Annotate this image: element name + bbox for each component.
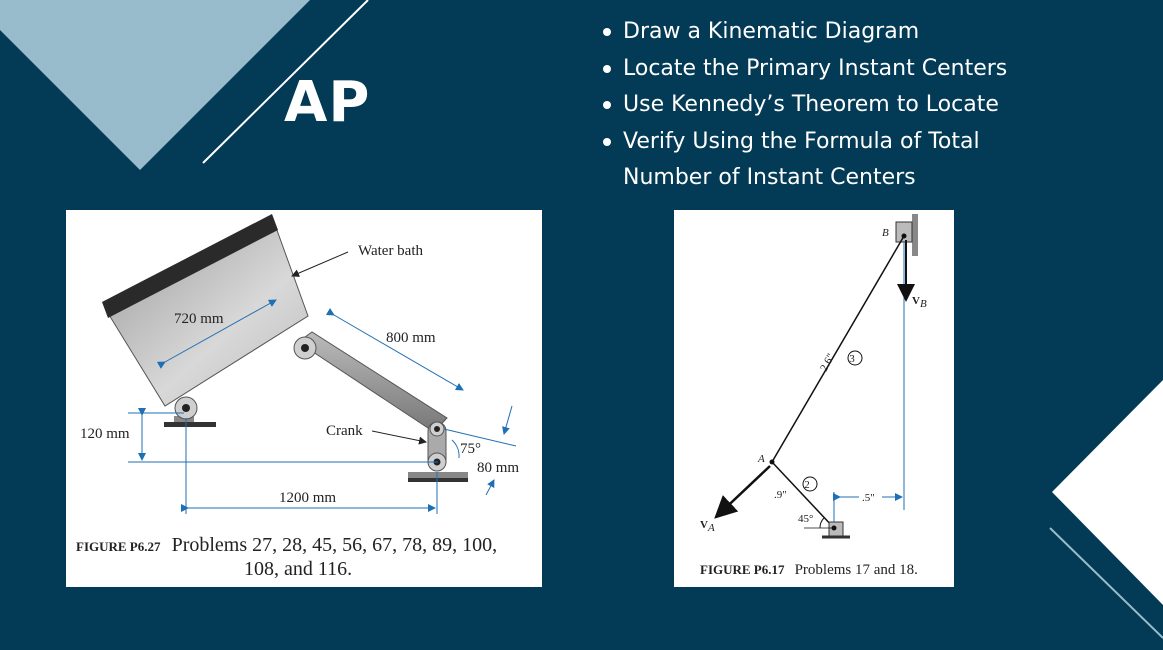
bullet-item: Verify Using the Formula of Total [600,124,1007,161]
label-va-sub: A [707,522,715,534]
label-09: .9" [774,489,787,501]
label-link-2: 2 [804,479,810,491]
label-water-bath: Water bath [358,243,424,259]
angle-arc-45 [820,518,824,528]
label-va-main: V [700,519,708,531]
label-vb [912,295,927,310]
dim-80-arrow-bottom [486,480,494,495]
pin-crank-center [434,426,440,432]
coupler-link [298,332,447,432]
label-link-3: 3 [849,353,855,365]
label-800: 800 mm [386,330,436,346]
slider-b [896,222,912,242]
light-blue-triangle-top-left [0,0,310,170]
crank-leader [372,431,426,442]
bullet-item: Locate the Primary Instant Centers [600,51,1007,88]
dim-80-arrow-top [504,406,512,434]
instruction-list [600,14,1007,160]
label-b: B [882,227,889,239]
bullet-item: Draw a Kinematic Diagram [600,14,1007,51]
caption-1-line2: 108, and 116. [244,558,353,580]
label-angle: 75° [460,441,481,457]
logo-text: AP [284,70,371,135]
white-triangle-right [1052,380,1163,605]
label-26: 2.6" [818,351,838,374]
angle-arc [452,440,459,458]
label-720: 720 mm [174,311,224,327]
label-crank: Crank [326,423,363,439]
velocity-a-arrow [716,466,770,517]
caption-2 [700,559,918,578]
figure-water-bath-mechanism [66,210,542,587]
caption-1-line1: Problems 27, 28, 45, 56, 67, 78, 89, 100, [171,534,498,556]
label-a: A [758,453,765,465]
caption-1-label: FIGURE P6.27 [76,539,161,554]
figure-slider-linkage [674,210,954,587]
right-ground [408,478,468,482]
water-bath-leader [292,252,348,276]
caption-2-text: Problems 17 and 18. [794,562,918,578]
wall [912,214,918,256]
label-120: 120 mm [80,426,130,442]
label-80: 80 mm [477,460,520,476]
caption-1 [76,534,497,556]
left-ground [164,422,216,427]
label-vb-main: V [912,295,920,307]
label-1200: 1200 mm [279,490,337,506]
pin-coupler-center [301,344,309,352]
caption-2-label: FIGURE P6.17 [700,562,785,577]
label-va [700,519,715,534]
label-vb-sub: B [919,298,927,310]
label-05: .5" [862,492,875,504]
pin-a [770,460,775,465]
link-3 [772,236,904,462]
label-45: 45° [798,513,814,525]
bullet-item: Use Kennedy’s Theorem to Locate [600,87,1007,124]
bullet-continuation: Number of Instant Centers [623,165,916,190]
pin-left-center [182,404,190,412]
